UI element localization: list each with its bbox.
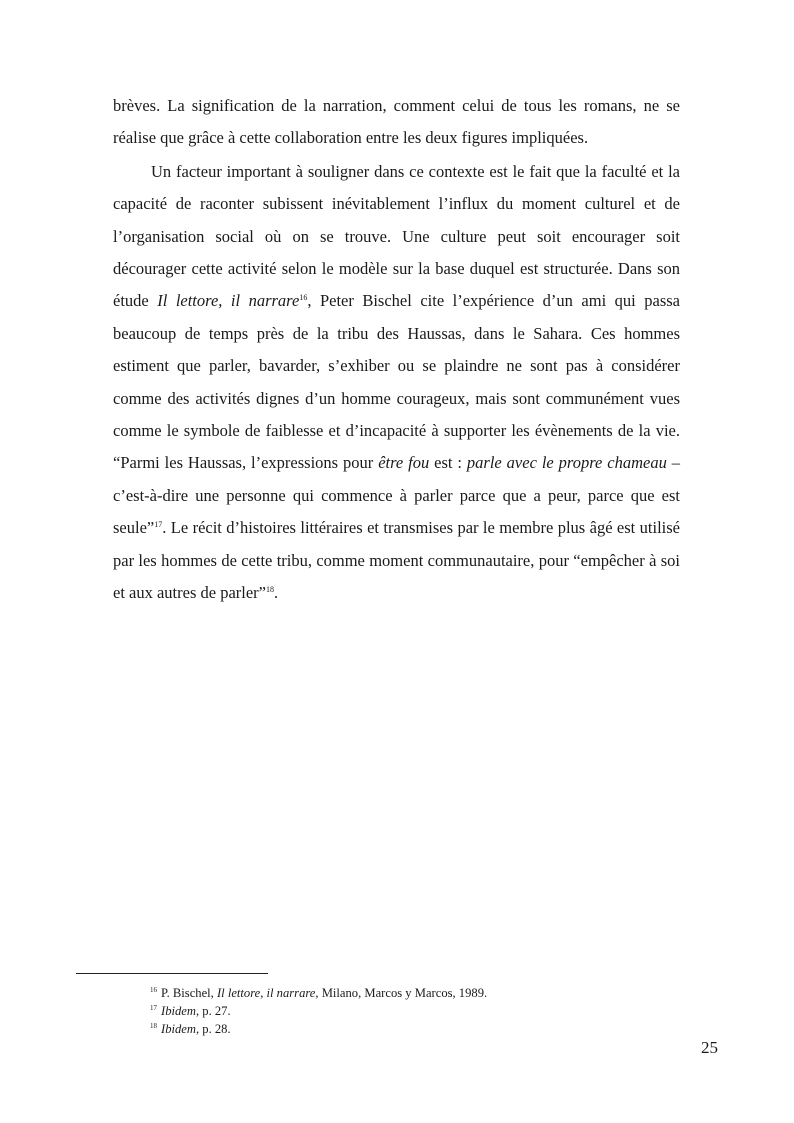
footnote-ref-17[interactable]: 17 <box>154 520 163 530</box>
footnote-separator <box>76 973 268 974</box>
italic-proverb: parle avec le propre chameau <box>466 453 667 473</box>
footnote-number: 17 <box>150 1004 157 1012</box>
footnote-italic: Ibidem <box>161 1022 196 1036</box>
footnote-number: 18 <box>150 1022 157 1030</box>
paragraph-2-part-2: , Peter Bischel cite l’expérience d’un ami qui passa beaucoup de temps près de la tribu des Haussas, dans le Sahara. Ces hommes estiment que parler, bavarder, s’exhiber ou se plaindre ne sont pas à considérer comme des activités dignes d’un homme courageux, mais sont communément vues comme le symbole de faiblesse et d’incapacité à supporter les évènements de la vie. “Parmi les Haussas, l’expressions pour <box>113 291 681 473</box>
footnote-ref-18[interactable]: 18 <box>266 585 274 595</box>
footnote-17 <box>150 1002 710 1020</box>
footnote-italic: Il lettore, il narrare <box>216 986 316 1000</box>
footnote-italic: Ibidem <box>161 1004 196 1018</box>
paragraph-2-part-5: . Le récit d’histoires littéraires et transmises par le membre plus âgé est utilisé par les hommes de cette tribu, comme moment communautaire, pour “empêcher à soi et aux autres de parler” <box>113 518 680 603</box>
italic-etre-fou: être fou <box>378 453 430 473</box>
paragraph-2-part-3: est : <box>429 453 467 473</box>
paragraph-2-part-1: Un facteur important à souligner dans ce contexte est le fait que la faculté et la capacité de raconter subissent inévitablement l’influx du moment culturel et de l’organisation social où on se trouve. Une culture peut soit encourager soit décourager cette activité selon le modèle sur la base duquel est structurée. Dans son étude <box>113 161 680 311</box>
footnote-text: , Milano, Marcos y Marcos, 1989. <box>315 986 488 1000</box>
footnotes <box>150 984 710 1038</box>
book-title: Il lettore, il narrare <box>157 291 300 311</box>
body-text <box>113 90 680 610</box>
footnote-18 <box>150 1020 710 1038</box>
paragraph-1-text: brèves. La signification de la narration, comment celui de tous les romans, ne se réalise que grâce à cette collaboration entre les deux figures impliquées. <box>113 96 680 148</box>
footnote-text: P. Bischel, <box>161 986 217 1000</box>
paragraph-2-part-4: – c’est-à-dire une personne qui commence à parler parce que a peur, parce que est seule” <box>113 453 680 538</box>
footnote-16 <box>150 984 710 1002</box>
paragraph-2-part-6: . <box>274 583 279 603</box>
paragraph-2 <box>113 156 680 610</box>
page-number: 25 <box>701 1038 718 1057</box>
footnote-text: , p. 27. <box>195 1004 231 1018</box>
paragraph-1 <box>113 90 680 155</box>
footnote-ref-16[interactable]: 16 <box>299 293 308 303</box>
footnote-text: , p. 28. <box>195 1022 231 1036</box>
footnote-number: 16 <box>150 986 157 994</box>
